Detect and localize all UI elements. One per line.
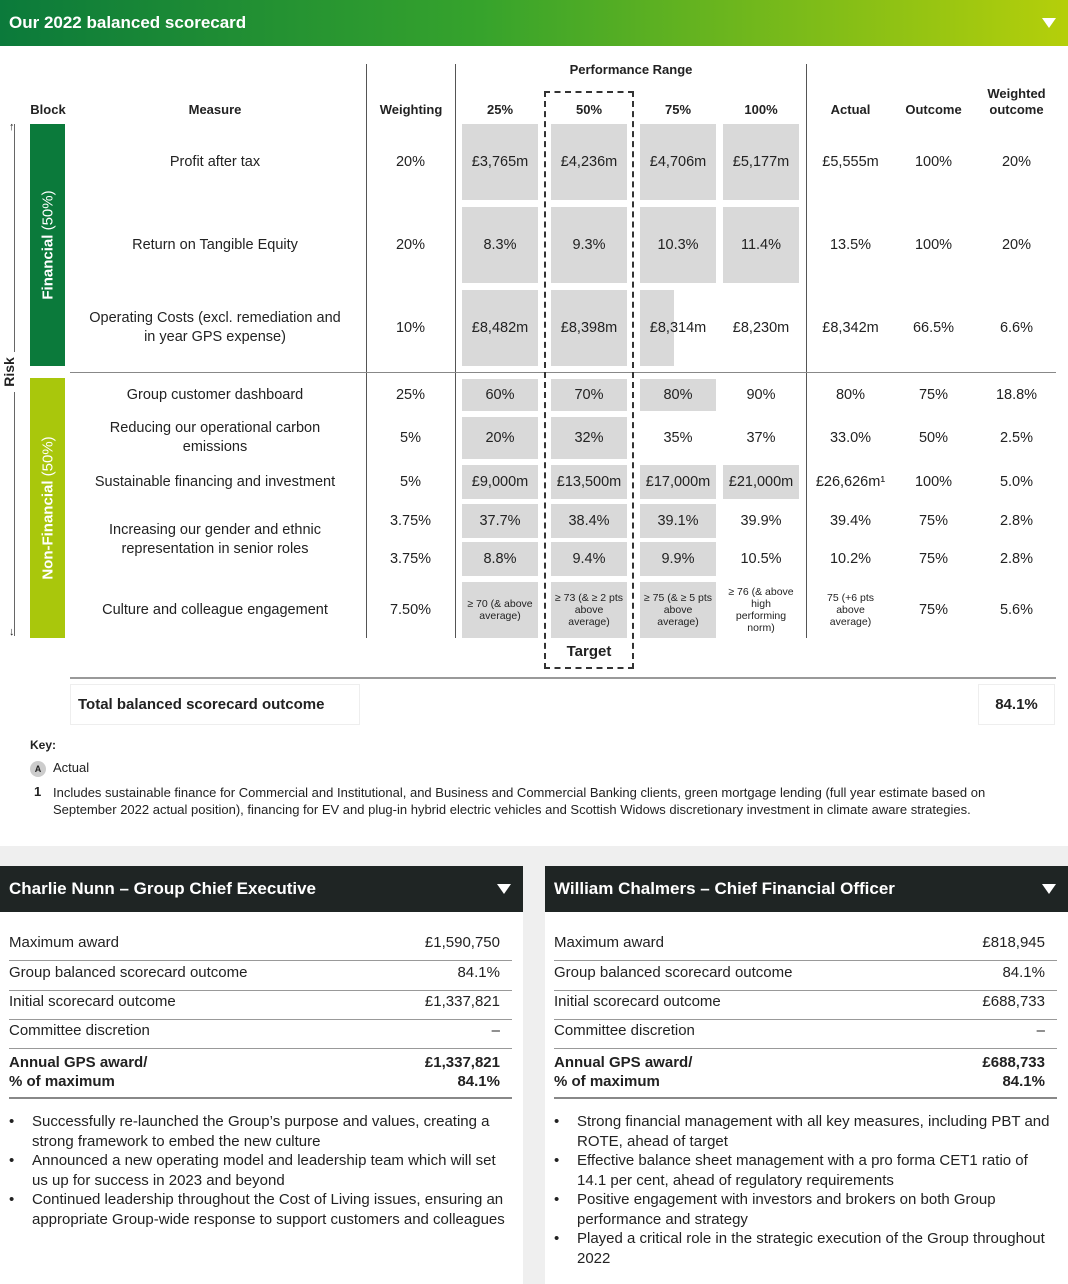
p75-cell: 10.3% <box>640 207 716 283</box>
p50-cell: 32% <box>551 417 627 459</box>
p25-cell: £9,000m <box>462 465 538 499</box>
p100-cell: 90% <box>723 379 799 411</box>
actual-badge-icon: A <box>30 761 46 777</box>
p25-cell: 8.3% <box>462 207 538 283</box>
bullet-item: • Positive engagement with investors and brokers on both Group performance and strategy <box>554 1190 1056 1229</box>
divider <box>806 64 807 638</box>
p25-cell: 37.7% <box>462 504 538 538</box>
p100-cell: 39.9% <box>723 504 799 538</box>
header-performance-range: Performance Range <box>569 62 693 77</box>
award-row-label: Committee discretion <box>554 1022 695 1039</box>
header-weighting: Weighting <box>379 102 443 117</box>
ceo-title: Charlie Nunn – Group Chief Executive <box>9 879 317 898</box>
award-row-label: Committee discretion <box>9 1022 150 1039</box>
award-row <box>9 993 512 1020</box>
total-value-1: £688,733 <box>982 1054 1045 1071</box>
p25-cell: £3,765m <box>462 124 538 200</box>
weighting-cell: 7.50% <box>372 582 449 638</box>
divider <box>366 64 367 638</box>
header-75: 75% <box>664 102 692 117</box>
total-value-2: 84.1% <box>1002 1073 1045 1090</box>
divider <box>70 677 1056 679</box>
award-row-label: Initial scorecard outcome <box>554 993 721 1010</box>
header-25: 25% <box>486 102 514 117</box>
total-value-1: £1,337,821 <box>424 1054 500 1071</box>
weighted-cell: 18.8% <box>978 379 1055 411</box>
weighting-cell: 25% <box>372 379 449 411</box>
p50-cell: ≥ 73 (& ≥ 2 pts above average) <box>551 582 627 638</box>
bullet-item: • Announced a new operating model and leadership team which will set us up for success in 2023 and beyond <box>9 1151 511 1190</box>
divider <box>455 64 456 638</box>
weighted-cell: 20% <box>978 124 1055 200</box>
p50-cell: £8,398m <box>551 290 627 366</box>
award-row <box>9 964 512 991</box>
financial-block-name: Financial <box>39 234 56 300</box>
award-row-value: £818,945 <box>982 934 1045 951</box>
ceo-bullets <box>9 1112 511 1229</box>
risk-label: Risk <box>0 357 17 387</box>
key-title: Key: <box>30 738 57 752</box>
header-measure: Measure <box>188 102 242 117</box>
nonfinancial-block <box>30 378 65 638</box>
p50-cell: 9.3% <box>551 207 627 283</box>
actual-cell: 33.0% <box>812 417 889 459</box>
total-label-2: % of maximum <box>9 1073 115 1090</box>
measure-cell: Profit after tax <box>70 124 360 200</box>
award-row <box>554 993 1057 1020</box>
financial-block-pct: (50%) <box>39 190 56 231</box>
outcome-cell: 100% <box>895 124 972 200</box>
measure-cell: Operating Costs (excl. remediation and in year GPS expense) <box>70 290 360 366</box>
weighting-cell: 10% <box>372 290 449 366</box>
award-row-value: – <box>491 1022 500 1039</box>
actual-cell: 10.2% <box>812 542 889 576</box>
scorecard-header[interactable] <box>0 0 1068 46</box>
award-row-label: Group balanced scorecard outcome <box>554 964 793 981</box>
outcome-cell: 66.5% <box>895 290 972 366</box>
scorecard-title: Our 2022 balanced scorecard <box>9 13 247 32</box>
award-row-value: £1,590,750 <box>424 934 500 951</box>
ceo-header[interactable] <box>0 866 523 912</box>
p100-cell: 10.5% <box>723 542 799 576</box>
award-row-value: £688,733 <box>982 993 1045 1010</box>
footnote-text: Includes sustainable finance for Commercial and Institutional, and Business and Commercial Banking clients, green mortgage lending (full year estimate based on September 2022 actual position), financing for EV and plug-in hybrid electric vehicles and Scottish Widows discretionary investment in climate aware strategies. <box>53 785 986 817</box>
actual-cell: £5,555m <box>812 124 889 200</box>
p25-cell: ≥ 70 (& above average) <box>462 582 538 638</box>
measure-cell: Reducing our operational carbon emissions <box>70 417 360 459</box>
weighted-cell: 2.8% <box>978 542 1055 576</box>
header-block: Block <box>30 102 66 117</box>
p100-cell: ≥ 76 (& above high performing norm) <box>723 582 799 638</box>
p50-cell: 38.4% <box>551 504 627 538</box>
cfo-title: William Chalmers – Chief Financial Officer <box>554 879 895 898</box>
actual-cell: 13.5% <box>812 207 889 283</box>
outcome-cell: 100% <box>895 207 972 283</box>
actual-cell: £8,342m <box>812 290 889 366</box>
total-value: 84.1% <box>978 684 1055 725</box>
outcome-cell: 75% <box>895 542 972 576</box>
p50-cell: £4,236m <box>551 124 627 200</box>
nonfinancial-block-name: Non-Financial <box>39 480 56 580</box>
footnote-number: 1 <box>34 784 42 799</box>
p100-cell: £8,230m <box>723 290 799 366</box>
weighted-cell: 6.6% <box>978 290 1055 366</box>
nonfinancial-block-pct: (50%) <box>39 436 56 477</box>
key-actual <box>30 760 89 777</box>
measure-cell: Sustainable financing and investment <box>70 465 360 499</box>
weighting-cell: 20% <box>372 207 449 283</box>
p75-cell: 9.9% <box>640 542 716 576</box>
award-row <box>554 1022 1057 1049</box>
weighted-cell: 2.8% <box>978 504 1055 538</box>
cfo-bullets <box>554 1112 1056 1268</box>
p50-cell: 70% <box>551 379 627 411</box>
collapse-arrow-icon[interactable] <box>1042 18 1056 28</box>
measure-cell: Increasing our gender and ethnic representation in senior roles <box>70 504 360 576</box>
actual-cell: 75 (+6 pts above average) <box>812 582 889 638</box>
p50-cell: £13,500m <box>551 465 627 499</box>
p50-cell: 9.4% <box>551 542 627 576</box>
award-row-label: Maximum award <box>554 934 665 951</box>
award-row-label: Group balanced scorecard outcome <box>9 964 248 981</box>
award-row-label: Initial scorecard outcome <box>9 993 176 1010</box>
award-total-row <box>554 1053 1057 1099</box>
arrow-up-icon: ↑ <box>9 121 15 133</box>
actual-cell: 80% <box>812 379 889 411</box>
p75-cell: £17,000m <box>640 465 716 499</box>
actual-cell: 39.4% <box>812 504 889 538</box>
p75-cell: £4,706m <box>640 124 716 200</box>
target-frame <box>544 91 634 669</box>
bullet-item: • Effective balance sheet management with a pro forma CET1 ratio of 14.1 per cent, ahead of regulatory requirements <box>554 1151 1056 1190</box>
weighted-cell: 20% <box>978 207 1055 283</box>
bullet-item: • Successfully re-launched the Group’s purpose and values, creating a strong framework to embed the new culture <box>9 1112 511 1151</box>
measure-cell: Group customer dashboard <box>70 379 360 411</box>
p25-cell: 20% <box>462 417 538 459</box>
outcome-cell: 100% <box>895 465 972 499</box>
weighting-cell: 20% <box>372 124 449 200</box>
outcome-cell: 75% <box>895 582 972 638</box>
weighting-cell: 5% <box>372 465 449 499</box>
p75-cell: £8,314m <box>640 290 716 366</box>
award-row <box>9 934 512 961</box>
actual-cell: £26,626m¹ <box>812 465 889 499</box>
total-label: Total balanced scorecard outcome <box>70 684 360 725</box>
award-row-value: 84.1% <box>457 964 500 981</box>
award-row-value: – <box>1036 1022 1045 1039</box>
weighted-cell: 5.6% <box>978 582 1055 638</box>
weighting-cell: 3.75% <box>372 504 449 538</box>
header-100: 100% <box>744 102 778 117</box>
total-label-1: Annual GPS award/ <box>9 1054 148 1071</box>
p25-cell: £8,482m <box>462 290 538 366</box>
measure-cell: Return on Tangible Equity <box>70 207 360 283</box>
award-row-label: Maximum award <box>9 934 120 951</box>
award-total-row <box>9 1053 512 1099</box>
p100-cell: 37% <box>723 417 799 459</box>
p75-cell: 80% <box>640 379 716 411</box>
p75-cell: 35% <box>640 417 716 459</box>
outcome-cell: 75% <box>895 504 972 538</box>
measure-cell: Culture and colleague engagement <box>70 582 360 638</box>
award-row <box>554 934 1057 961</box>
outcome-cell: 75% <box>895 379 972 411</box>
bullet-item: • Continued leadership throughout the Cost of Living issues, ensuring an appropriate Group-wide response to support customers and colleagues <box>9 1190 511 1229</box>
weighted-cell: 2.5% <box>978 417 1055 459</box>
bullet-item: • Strong financial management with all key measures, including PBT and ROTE, ahead of target <box>554 1112 1056 1151</box>
outcome-cell: 50% <box>895 417 972 459</box>
target-label: Target <box>566 643 612 660</box>
p100-cell: 11.4% <box>723 207 799 283</box>
weighted-cell: 5.0% <box>978 465 1055 499</box>
total-label-2: % of maximum <box>554 1073 660 1090</box>
header-weighted-outcome: Weighted outcome <box>987 86 1046 117</box>
award-row-value: 84.1% <box>1002 964 1045 981</box>
arrow-down-icon: ↓ <box>9 626 15 638</box>
weighting-cell: 5% <box>372 417 449 459</box>
award-row-value: £1,337,821 <box>424 993 500 1010</box>
header-outcome: Outcome <box>905 102 962 117</box>
header-actual: Actual <box>830 102 871 117</box>
financial-block <box>30 124 65 366</box>
collapse-arrow-icon[interactable] <box>1042 884 1056 894</box>
p75-cell: 39.1% <box>640 504 716 538</box>
p75-cell: ≥ 75 (& ≥ 5 pts above average) <box>640 582 716 638</box>
collapse-arrow-icon[interactable] <box>497 884 511 894</box>
weighting-cell: 3.75% <box>372 542 449 576</box>
bullet-item: • Played a critical role in the strategic execution of the Group throughout 2022 <box>554 1229 1056 1268</box>
cfo-header[interactable] <box>545 866 1068 912</box>
award-row <box>554 964 1057 991</box>
award-row <box>9 1022 512 1049</box>
p25-cell: 60% <box>462 379 538 411</box>
header-50: 50% <box>575 102 603 117</box>
total-label-1: Annual GPS award/ <box>554 1054 693 1071</box>
p100-cell: £21,000m <box>723 465 799 499</box>
total-value-2: 84.1% <box>457 1073 500 1090</box>
p100-cell: £5,177m <box>723 124 799 200</box>
key-actual-label: Actual <box>53 760 90 775</box>
p25-cell: 8.8% <box>462 542 538 576</box>
